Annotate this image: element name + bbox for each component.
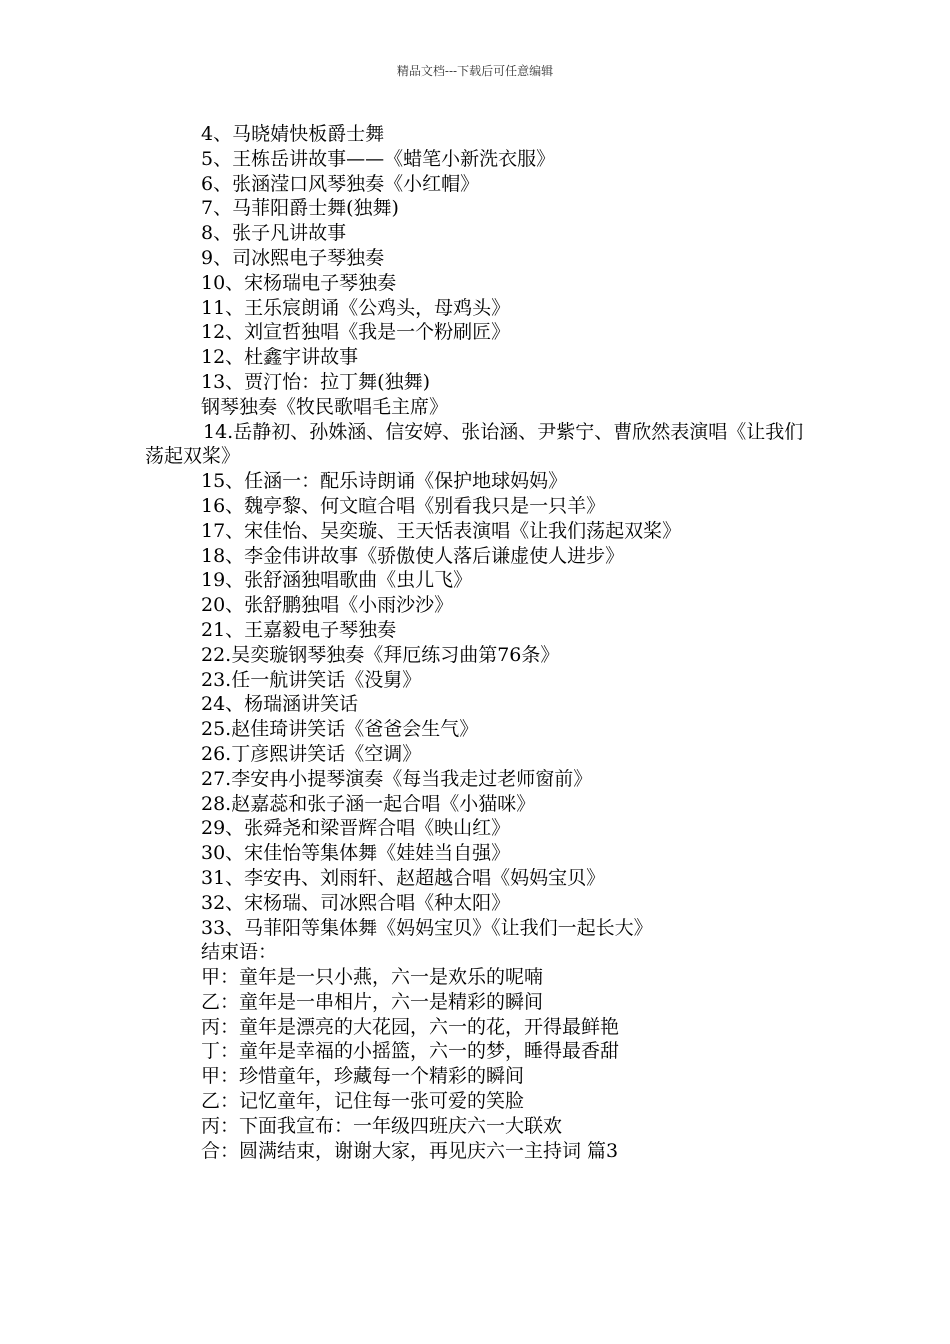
document-body (145, 122, 810, 1163)
program-item-8: 8、张子凡讲故事 (201, 222, 347, 245)
program-item-13: 13、贾汀怡：拉丁舞(独舞) (201, 370, 431, 393)
program-item-32: 32、宋杨瑞、司冰熙合唱《种太阳》 (201, 891, 511, 914)
program-item-29: 29、张舜尧和梁晋辉合唱《映山红》 (201, 817, 511, 840)
program-item-28: 28.赵嘉蕊和张子涵一起合唱《小猫咪》 (201, 792, 536, 815)
program-item-27: 27.李安冉小提琴演奏《每当我走过老师窗前》 (201, 767, 593, 790)
closing-line-bing-1: 丙：童年是漂亮的大花园，六一的花，开得最鲜艳 (201, 1015, 620, 1038)
closing-remarks-heading: 结束语： (201, 941, 278, 964)
program-item-12a: 12、刘宣哲独唱《我是一个粉刷匠》 (201, 321, 511, 344)
closing-line-yi-1: 乙：童年是一串相片，六一是精彩的瞬间 (201, 990, 544, 1013)
program-item-33: 33、马菲阳等集体舞《妈妈宝贝》《让我们一起长大》 (201, 916, 653, 939)
program-item-5: 5、王栋岳讲故事——《蜡笔小新洗衣服》 (201, 147, 556, 170)
closing-line-ding-1: 丁：童年是幸福的小摇篮，六一的梦，睡得最香甜 (201, 1040, 620, 1063)
program-item-26: 26.丁彦熙讲笑话《空调》 (201, 742, 422, 765)
closing-line-yi-2: 乙：记忆童年，记住每一张可爱的笑脸 (201, 1090, 525, 1113)
closing-line-he: 合：圆满结束，谢谢大家，再见庆六一主持词 篇3 (201, 1139, 619, 1162)
program-item-24: 24、杨瑞涵讲笑话 (201, 693, 359, 716)
program-item-7: 7、马菲阳爵士舞(独舞) (201, 197, 399, 220)
program-item-11: 11、王乐宸朗诵《公鸡头，母鸡头》 (201, 296, 511, 319)
program-item-20: 20、张舒鹏独唱《小雨沙沙》 (201, 594, 454, 617)
page-header: 精品文档---下载后可任意编辑 (396, 64, 554, 78)
program-item-10: 10、宋杨瑞电子琴独奏 (201, 271, 397, 294)
program-item-15: 15、任涵一：配乐诗朗诵《保护地球妈妈》 (201, 470, 568, 493)
program-item-16: 16、魏亭黎、何文暄合唱《别看我只是一只羊》 (201, 494, 606, 517)
closing-line-bing-2: 丙：下面我宣布：一年级四班庆六一大联欢 (201, 1114, 563, 1137)
program-item-6: 6、张涵滢口风琴独奏《小红帽》 (201, 172, 480, 195)
program-item-23: 23.任一航讲笑话《没舅》 (201, 668, 422, 691)
program-item-12b: 12、杜鑫宇讲故事 (201, 346, 359, 369)
closing-line-jia-1: 甲：童年是一只小燕，六一是欢乐的呢喃 (201, 966, 544, 989)
program-item-22: 22.吴奕璇钢琴独奏《拜厄练习曲第76条》 (201, 643, 560, 666)
program-item-9: 9、司冰熙电子琴独奏 (201, 246, 385, 269)
program-item-19: 19、张舒涵独唱歌曲《虫儿飞》 (201, 569, 473, 592)
program-item-25: 25.赵佳琦讲笑话《爸爸会生气》 (201, 718, 479, 741)
program-item-14: 14.岳静初、孙姝涵、信安婷、张诒涵、尹紫宁、曹欣然表演唱《让我们荡起双桨》 (145, 420, 804, 468)
program-item-21: 21、王嘉毅电子琴独奏 (201, 618, 397, 641)
program-item-4: 4、马晓婧快板爵士舞 (201, 123, 385, 145)
program-item-30: 30、宋佳怡等集体舞《娃娃当自强》 (201, 842, 511, 865)
closing-line-jia-2: 甲：珍惜童年，珍藏每一个精彩的瞬间 (201, 1065, 525, 1088)
program-item-18: 18、李金伟讲故事《骄傲使人落后谦虚使人进步》 (201, 544, 625, 567)
program-item-17: 17、宋佳怡、吴奕璇、王天恬表演唱《让我们荡起双桨》 (201, 519, 682, 542)
program-item-31: 31、李安冉、刘雨轩、赵超越合唱《妈妈宝贝》 (201, 866, 606, 889)
program-item-piano-solo: 钢琴独奏《牧民歌唱毛主席》 (201, 395, 449, 418)
